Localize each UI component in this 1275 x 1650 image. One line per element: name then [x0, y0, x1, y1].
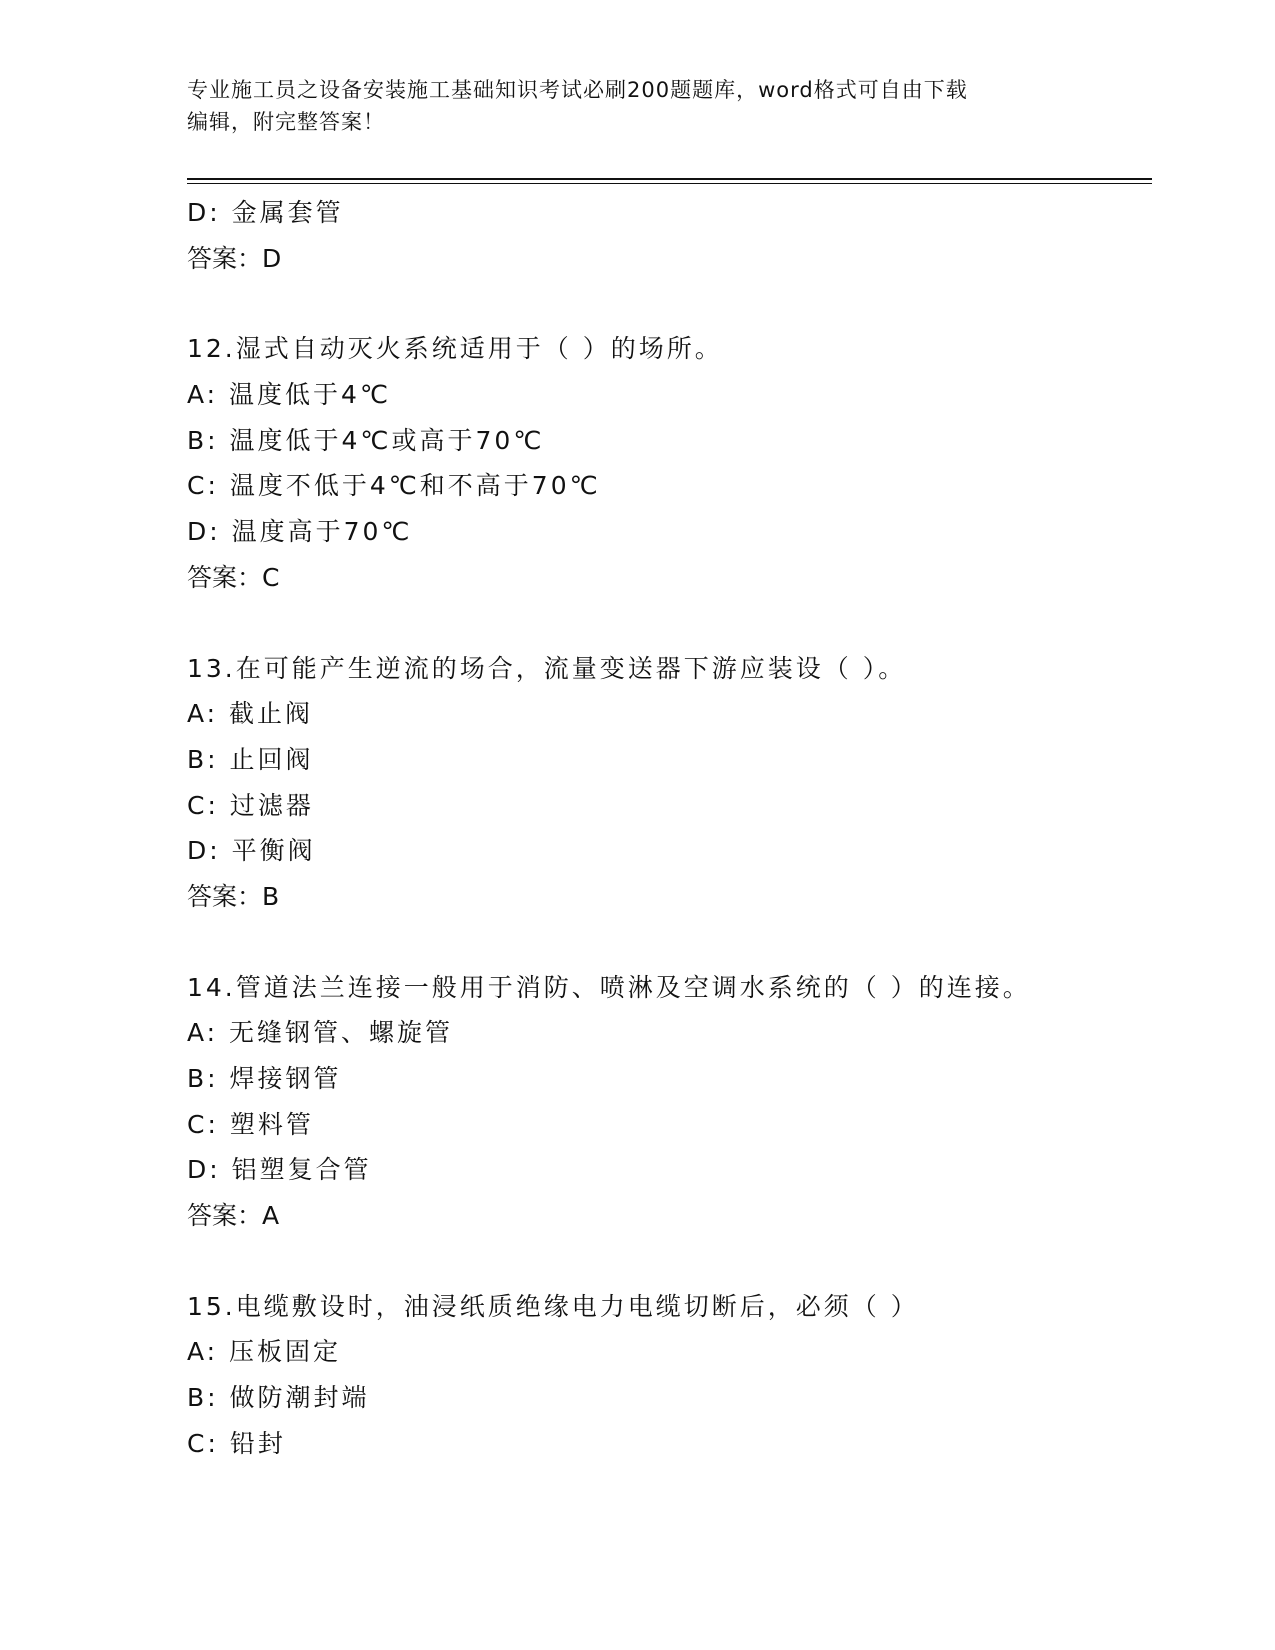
document-header: [187, 74, 1087, 138]
option-c: C: 铅封: [187, 1428, 286, 1458]
answer-line: 答案：D: [187, 243, 282, 273]
option-a: A: 压板固定: [187, 1337, 342, 1367]
option-c: C: 温度不低于4℃和不高于70℃: [187, 471, 601, 501]
question-list: [187, 190, 1152, 1467]
option-b: B: 温度低于4℃或高于70℃: [187, 425, 545, 455]
header-divider: [187, 178, 1152, 184]
option-a: A: 温度低于4℃: [187, 380, 392, 410]
option-d: D: 铝塑复合管: [187, 1155, 372, 1185]
option-d: D: 温度高于70℃: [187, 517, 413, 547]
option-c: C: 过滤器: [187, 790, 314, 820]
question-14: [187, 965, 1152, 1239]
option-d: D: 平衡阀: [187, 836, 316, 866]
question-12: [187, 326, 1152, 600]
header-line-1: 专业施工员之设备安装施工基础知识考试必刷200题题库，word格式可自由下载: [187, 78, 968, 102]
question-15: [187, 1284, 1152, 1467]
question-stem: 12.湿式自动灭火系统适用于（ ）的场所。: [187, 334, 723, 364]
question-stem: 14.管道法兰连接一般用于消防、喷淋及空调水系统的（ ）的连接。: [187, 972, 1031, 1002]
option-b: B: 止回阀: [187, 744, 314, 774]
option-c: C: 塑料管: [187, 1109, 314, 1139]
question-stem: 15.电缆敷设时，油浸纸质绝缘电力电缆切断后，必须（ ）: [187, 1291, 919, 1321]
question-13: [187, 646, 1152, 920]
header-line-2: 编辑，附完整答案！: [187, 110, 385, 134]
answer-line: 答案：B: [187, 881, 280, 911]
option-b: B: 做防潮封端: [187, 1383, 370, 1413]
question-11-continued: [187, 190, 1152, 281]
answer-line: 答案：A: [187, 1201, 280, 1231]
option-a: A: 截止阀: [187, 699, 314, 729]
option-b: B: 焊接钢管: [187, 1064, 342, 1093]
question-stem: 13.在可能产生逆流的场合，流量变送器下游应装设（ ）。: [187, 653, 907, 683]
option-d: D: 金属套管: [187, 198, 344, 227]
answer-line: 答案：C: [187, 562, 280, 592]
option-a: A: 无缝钢管、螺旋管: [187, 1018, 454, 1048]
